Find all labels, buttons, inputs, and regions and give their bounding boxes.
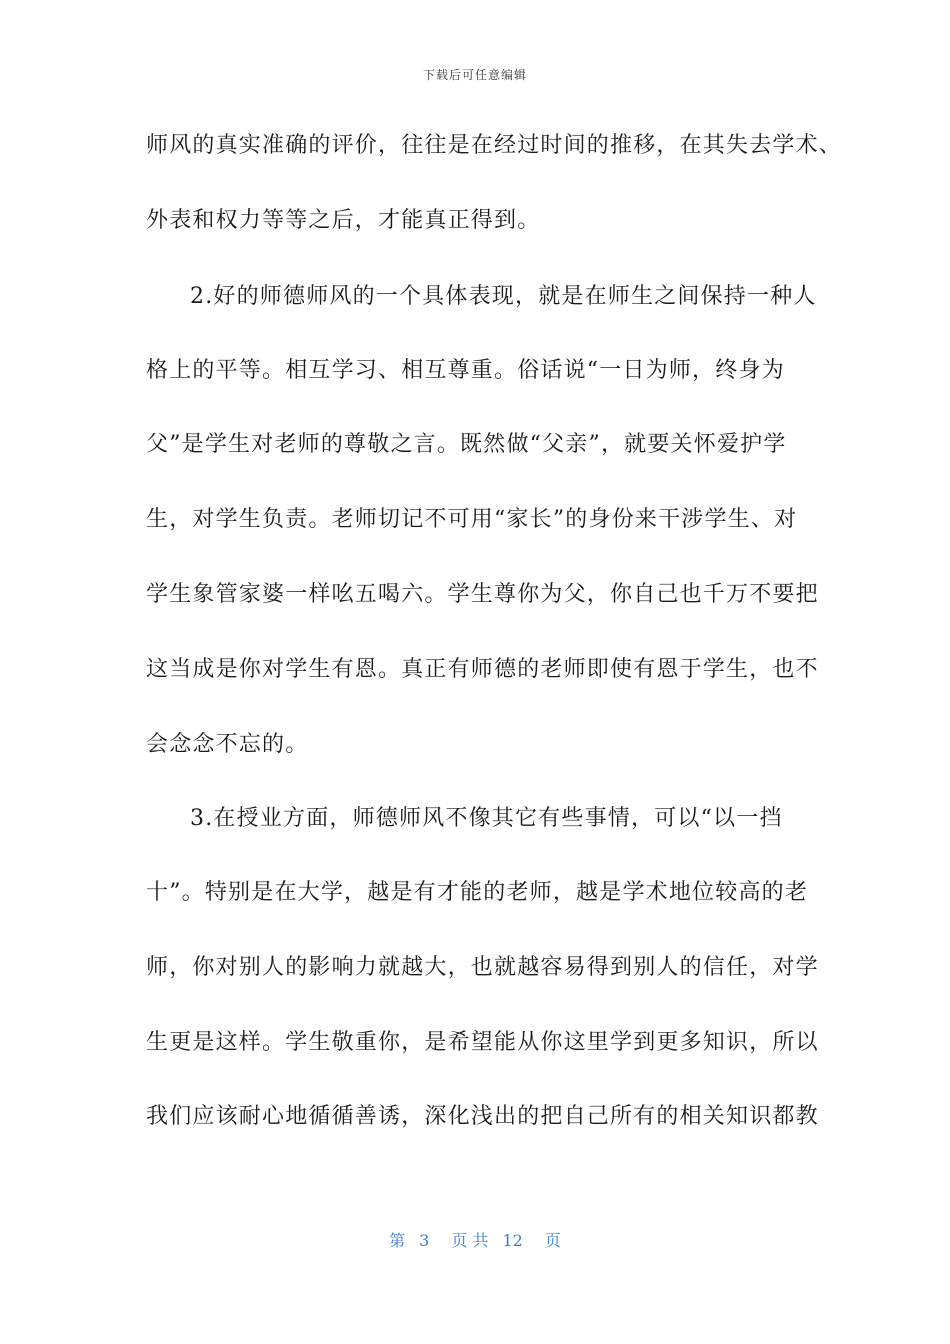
body-line: 学生象管家婆一样吆五喝六。学生尊你为父，你自己也千万不要把	[146, 582, 819, 607]
body-line: 生，对学生负责。老师切记不可用“家长”的身份来干涉学生、对	[146, 507, 798, 532]
body-line: 3.在授业方面，师德师风不像其它有些事情，可以“以一挡	[190, 806, 783, 831]
footer-suffix: 页	[544, 1231, 561, 1250]
body-line: 会念念不忘的。	[146, 732, 309, 757]
body-line: 外表和权力等等之后，才能真正得到。	[146, 208, 541, 233]
body-line: 这当成是你对学生有恩。真正有师德的老师即使有恩于学生，也不	[146, 657, 819, 682]
body-line: 十”。特别是在大学，越是有才能的老师，越是学术地位较高的老	[146, 880, 809, 905]
body-line: 师风的真实准确的评价，往往是在经过时间的推移，在其失去学术、	[146, 133, 843, 158]
page-footer	[0, 1228, 950, 1251]
body-line: 格上的平等。相互学习、相互尊重。俗话说“一日为师，终身为	[146, 358, 785, 383]
body-line: 我们应该耐心地循循善诱，深化浅出的把自己所有的相关知识都教	[146, 1104, 819, 1129]
body-line: 父”是学生对老师的尊敬之言。既然做“父亲”，就要关怀爱护学	[146, 432, 787, 457]
footer-middle: 页 共	[451, 1231, 489, 1250]
page-header: 下载后可任意编辑	[422, 68, 527, 82]
body-line: 师，你对别人的影响力就越大，也就越容易得到别人的信任，对学	[146, 955, 819, 980]
body-line: 生更是这样。学生敬重你，是希望能从你这里学到更多知识，所以	[146, 1030, 819, 1055]
footer-total-pages: 12	[502, 1231, 523, 1250]
body-line: 2.好的师德师风的一个具体表现，就是在师生之间保持一种人	[190, 284, 817, 309]
footer-prefix: 第	[389, 1231, 406, 1250]
footer-page-number: 3	[419, 1231, 430, 1250]
